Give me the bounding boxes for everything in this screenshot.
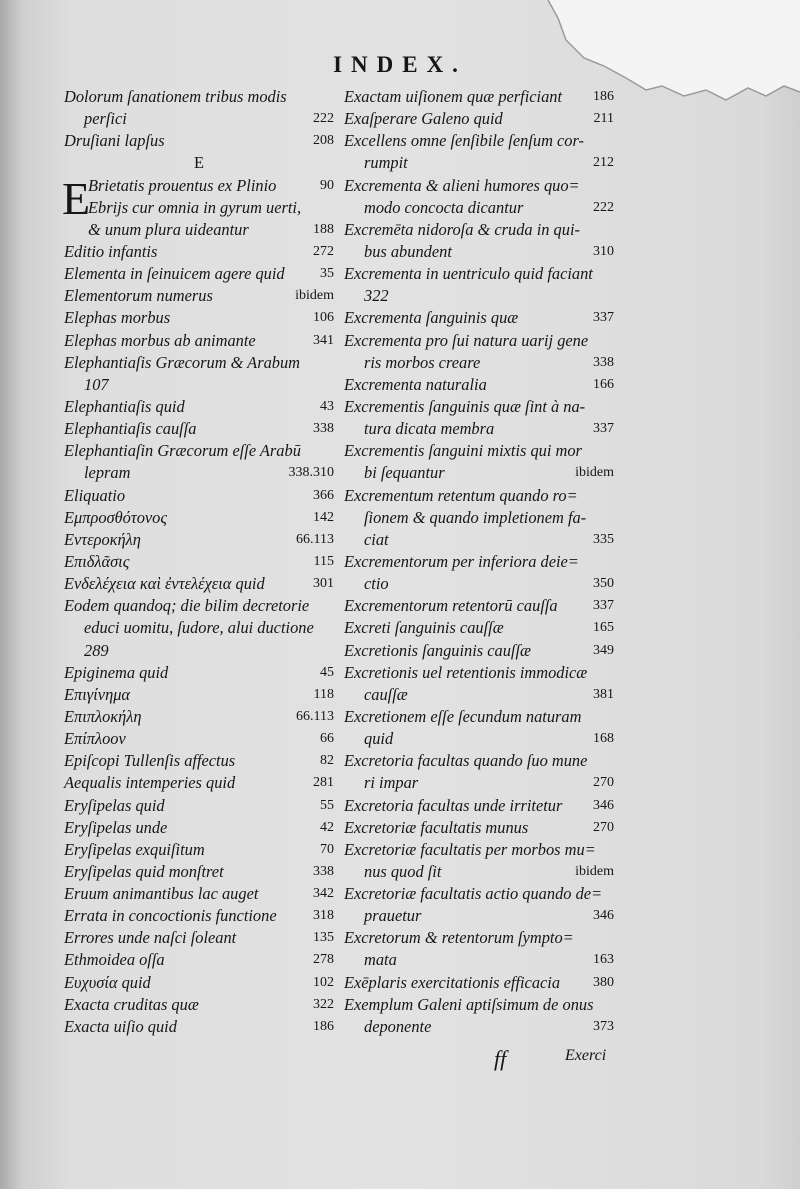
entry-line bbox=[64, 684, 334, 706]
entry-line bbox=[344, 750, 614, 772]
entry-line bbox=[64, 795, 334, 817]
entry-line bbox=[344, 86, 614, 108]
index-entry bbox=[64, 130, 334, 152]
entry-text: Aequalis intemperies quid bbox=[64, 773, 236, 793]
index-column-left bbox=[64, 86, 334, 1038]
page-number: 166 bbox=[593, 376, 614, 392]
page-number: 43 bbox=[320, 398, 334, 414]
entry-line bbox=[344, 307, 614, 329]
entry-text: Excrementis ſanguini mixtis qui mor bbox=[344, 441, 582, 461]
catchword: Exerci bbox=[565, 1047, 607, 1064]
page-number: 301 bbox=[313, 576, 334, 592]
entry-text: Errata in concoctionis functione bbox=[64, 906, 277, 926]
page-number: 338 bbox=[313, 863, 334, 879]
index-entry bbox=[64, 551, 334, 573]
page-number: 211 bbox=[593, 111, 614, 127]
entry-text: Elementa in ſeinuicem agere quid bbox=[64, 264, 285, 284]
entry-line bbox=[64, 307, 334, 329]
entry-line bbox=[64, 662, 334, 684]
page-number: 278 bbox=[313, 952, 334, 968]
entry-text: 289 bbox=[84, 640, 109, 660]
page-number: 366 bbox=[313, 487, 334, 503]
entry-line bbox=[344, 772, 614, 794]
page-number: 350 bbox=[593, 576, 614, 592]
entry-line bbox=[344, 728, 614, 750]
entry-line bbox=[64, 86, 334, 108]
page-number: 135 bbox=[313, 930, 334, 946]
entry-line bbox=[344, 551, 614, 573]
entry-line bbox=[64, 285, 334, 307]
entry-line bbox=[344, 529, 614, 551]
page-number: 118 bbox=[313, 686, 334, 702]
page-number: 281 bbox=[313, 775, 334, 791]
page-number: 55 bbox=[320, 797, 334, 813]
entry-text: 107 bbox=[84, 374, 109, 394]
entry-line bbox=[64, 1016, 334, 1038]
page-number: 337 bbox=[593, 421, 614, 437]
page-number: 66 bbox=[320, 731, 334, 747]
entry-text: Eryſipelas unde bbox=[64, 817, 168, 837]
page-number: 318 bbox=[313, 908, 334, 924]
entry-text: Excrementa in uentriculo quid faciant bbox=[344, 264, 593, 284]
entry-line bbox=[64, 573, 334, 595]
page-number: 165 bbox=[593, 620, 614, 636]
page-number: ibidem bbox=[575, 465, 614, 481]
entry-text: Excrementa ſanguinis quæ bbox=[344, 308, 519, 328]
entry-text: Επιδλᾶσις bbox=[64, 551, 130, 571]
entry-text: Elephantiaſis Græcorum & Arabum bbox=[64, 352, 300, 372]
index-entry bbox=[344, 927, 614, 971]
index-entry bbox=[64, 1016, 334, 1038]
index-entry bbox=[64, 595, 334, 661]
entry-text: Elephas morbus ab animante bbox=[64, 330, 256, 350]
entry-line bbox=[64, 529, 334, 551]
entry-line bbox=[344, 130, 614, 152]
entry-line bbox=[64, 108, 334, 130]
entry-text: Elephantiaſin Græcorum eſſe Arabū bbox=[64, 441, 301, 461]
entry-text: Excremēta nidoroſa & cruda in qui- bbox=[344, 219, 580, 239]
entry-text: Excretoriæ facultatis per morbos mu= bbox=[344, 839, 596, 859]
page-number: 341 bbox=[313, 332, 334, 348]
index-entry bbox=[64, 573, 334, 595]
index-entry bbox=[64, 307, 334, 329]
page-number: 335 bbox=[593, 531, 614, 547]
page-number: 349 bbox=[593, 642, 614, 658]
page-number: 115 bbox=[313, 553, 334, 569]
index-entry bbox=[62, 172, 334, 241]
entry-text: ctio bbox=[364, 574, 389, 594]
entry-line bbox=[344, 507, 614, 529]
index-entry bbox=[64, 817, 334, 839]
index-entry bbox=[64, 795, 334, 817]
page-number: 222 bbox=[593, 199, 614, 215]
index-entry bbox=[64, 418, 334, 440]
entry-line bbox=[344, 374, 614, 396]
page-number: 373 bbox=[593, 1018, 614, 1034]
entry-line bbox=[64, 374, 334, 396]
entry-text: Eruum animantibus lac auget bbox=[64, 884, 259, 904]
entry-line bbox=[344, 485, 614, 507]
entry-line bbox=[344, 839, 614, 861]
page-number: 381 bbox=[593, 686, 614, 702]
index-entry bbox=[344, 175, 614, 219]
entry-line bbox=[344, 994, 614, 1016]
entry-line bbox=[64, 861, 334, 883]
entry-text: perſici bbox=[84, 109, 127, 129]
entry-text: Exemplum Galeni aptiſsimum de onus bbox=[344, 994, 594, 1014]
entry-text: Ενδελέχεια καὶ ἐντελέχεια quid bbox=[64, 574, 265, 594]
index-entry bbox=[344, 551, 614, 595]
page-number: 272 bbox=[313, 243, 334, 259]
index-entry bbox=[344, 839, 614, 883]
index-entry bbox=[64, 839, 334, 861]
entry-text: rumpit bbox=[364, 153, 408, 173]
index-entry bbox=[64, 529, 334, 551]
index-entry bbox=[64, 706, 334, 728]
entry-text: prauetur bbox=[364, 906, 422, 926]
entry-line bbox=[344, 617, 614, 639]
entry-text: cauſſæ bbox=[364, 684, 408, 704]
entry-line bbox=[344, 440, 614, 462]
page-number: 346 bbox=[593, 797, 614, 813]
entry-line bbox=[344, 573, 614, 595]
entry-line bbox=[64, 152, 334, 174]
entry-line bbox=[344, 861, 614, 883]
entry-line bbox=[64, 197, 334, 219]
page-number: 338.310 bbox=[288, 465, 334, 481]
entry-text: lepram bbox=[84, 463, 131, 483]
index-entry bbox=[64, 772, 334, 794]
index-entry bbox=[344, 994, 614, 1038]
entry-text: ri impar bbox=[364, 773, 419, 793]
page-number: 35 bbox=[320, 266, 334, 282]
entry-text: Excellens omne ſenſibile ſenſum cor- bbox=[344, 131, 584, 151]
index-entry bbox=[344, 595, 614, 617]
entry-line bbox=[344, 330, 614, 352]
entry-line bbox=[64, 927, 334, 949]
entry-text: Eodem quandoq; die bilim decretorie bbox=[64, 596, 310, 616]
entry-text: Excrementa naturalia bbox=[344, 374, 487, 394]
entry-line bbox=[344, 795, 614, 817]
entry-text: Excrementa & alieni humores quo= bbox=[344, 175, 580, 195]
entry-line bbox=[64, 551, 334, 573]
entry-line bbox=[344, 197, 614, 219]
page-number: 208 bbox=[313, 133, 334, 149]
index-entry bbox=[64, 662, 334, 684]
page-number: 66.113 bbox=[296, 708, 334, 724]
entry-text: Excretoriæ facultatis actio quando de= bbox=[344, 884, 603, 904]
entry-text: Eryſipelas quid monſtret bbox=[64, 861, 224, 881]
page-number: 338 bbox=[313, 421, 334, 437]
entry-line bbox=[64, 640, 334, 662]
page-number: 337 bbox=[593, 310, 614, 326]
entry-line bbox=[64, 507, 334, 529]
entry-line bbox=[64, 617, 334, 639]
index-entry bbox=[64, 396, 334, 418]
entry-line bbox=[344, 152, 614, 174]
entry-text: Excrementis ſanguinis quæ ſint à na- bbox=[344, 396, 586, 416]
entry-line bbox=[64, 706, 334, 728]
entry-text: Epiſcopi Tullenſis affectus bbox=[64, 751, 236, 771]
index-entry bbox=[344, 263, 614, 307]
entry-text: Excrementa pro ſui natura uarij gene bbox=[344, 330, 589, 350]
index-entry bbox=[64, 241, 334, 263]
entry-text: Ευχυσία quid bbox=[64, 972, 151, 992]
entry-line bbox=[64, 972, 334, 994]
index-entry bbox=[344, 706, 614, 750]
index-entry bbox=[64, 861, 334, 883]
entry-line bbox=[344, 595, 614, 617]
entry-text: Excretoria facultas unde irritetur bbox=[344, 795, 563, 815]
entry-text: Excretionem eſſe ſecundum naturam bbox=[344, 706, 582, 726]
entry-text: Elephantiaſis cauſſa bbox=[64, 419, 197, 439]
index-entry bbox=[344, 330, 614, 374]
entry-line bbox=[344, 285, 614, 307]
page-number: 346 bbox=[593, 908, 614, 924]
entry-text: Εμπροσθότονος bbox=[64, 507, 168, 527]
page-number: ibidem bbox=[295, 288, 334, 304]
entry-text: Excretoriæ facultatis munus bbox=[344, 817, 529, 837]
entry-text: Excrementorum retentorū cauſſa bbox=[344, 596, 558, 616]
entry-line bbox=[344, 396, 614, 418]
entry-text: Excretionis uel retentionis immodicæ bbox=[344, 662, 588, 682]
entry-text: educi uomitu, ſudore, alui ductione bbox=[84, 618, 314, 638]
entry-line bbox=[344, 1016, 614, 1038]
page-number: 310 bbox=[593, 243, 614, 259]
page-number: 188 bbox=[313, 221, 334, 237]
entry-line bbox=[64, 175, 334, 197]
page-number: 102 bbox=[313, 974, 334, 990]
index-entry bbox=[344, 108, 614, 130]
index-entry bbox=[64, 949, 334, 971]
entry-line bbox=[64, 418, 334, 440]
entry-line bbox=[344, 905, 614, 927]
index-entry bbox=[344, 440, 614, 484]
entry-line bbox=[344, 219, 614, 241]
section-letter bbox=[64, 152, 334, 174]
page-number: 42 bbox=[320, 819, 334, 835]
entry-line bbox=[344, 949, 614, 971]
entry-text: Ethmoidea oſſa bbox=[64, 950, 165, 970]
entry-line bbox=[64, 330, 334, 352]
entry-line bbox=[344, 972, 614, 994]
entry-line bbox=[64, 263, 334, 285]
index-entry bbox=[344, 640, 614, 662]
entry-text: Επιπλοκήλη bbox=[64, 706, 142, 726]
entry-line bbox=[64, 750, 334, 772]
signature-mark: ff bbox=[494, 1046, 507, 1071]
page-number: 186 bbox=[593, 89, 614, 104]
entry-line bbox=[64, 905, 334, 927]
index-entry bbox=[64, 86, 334, 130]
entry-line bbox=[64, 772, 334, 794]
entry-text: Elephas morbus bbox=[64, 308, 171, 328]
page-number: 270 bbox=[593, 775, 614, 791]
index-entry bbox=[64, 728, 334, 750]
index-entry bbox=[64, 507, 334, 529]
page-number: 70 bbox=[320, 841, 334, 857]
entry-text: deponente bbox=[364, 1016, 432, 1036]
entry-text: Επιγίνημα bbox=[64, 684, 131, 704]
index-entry bbox=[344, 130, 614, 174]
page-number: 106 bbox=[313, 310, 334, 326]
entry-line bbox=[344, 817, 614, 839]
index-entry bbox=[64, 883, 334, 905]
entry-line bbox=[344, 640, 614, 662]
index-entry bbox=[64, 485, 334, 507]
index-entry bbox=[344, 374, 614, 396]
entry-text: ris morbos creare bbox=[364, 352, 481, 372]
page-number: 338 bbox=[593, 354, 614, 370]
page-number: ibidem bbox=[575, 863, 614, 879]
page-number: 270 bbox=[593, 819, 614, 835]
index-column-right bbox=[344, 86, 614, 1038]
index-entry bbox=[344, 662, 614, 706]
entry-line bbox=[64, 994, 334, 1016]
page-number: 163 bbox=[593, 952, 614, 968]
page-number: 380 bbox=[593, 974, 614, 990]
entry-line bbox=[64, 949, 334, 971]
entry-text: Excrementorum per inferiora deie= bbox=[344, 551, 579, 571]
entry-line bbox=[64, 440, 334, 462]
entry-text: Εντεροκήλη bbox=[64, 529, 141, 549]
index-entry bbox=[64, 352, 334, 396]
entry-text: E bbox=[193, 153, 204, 173]
page-number: 82 bbox=[320, 753, 334, 769]
page-number: 342 bbox=[313, 886, 334, 902]
page-number: 66.113 bbox=[296, 531, 334, 547]
entry-text: ſionem & quando impletionem fa- bbox=[364, 507, 587, 527]
entry-line bbox=[344, 418, 614, 440]
page-number: 142 bbox=[313, 509, 334, 525]
drop-cap-initial: E bbox=[62, 172, 91, 224]
entry-text: nus quod ſit bbox=[364, 861, 442, 881]
page-number: 186 bbox=[313, 1018, 334, 1034]
entry-line bbox=[344, 241, 614, 263]
entry-text: Elementorum numerus bbox=[64, 286, 213, 306]
index-entry bbox=[64, 330, 334, 352]
index-entry bbox=[344, 817, 614, 839]
entry-text: Dolorum ſanationem tribus modis bbox=[64, 87, 287, 106]
entry-line bbox=[344, 883, 614, 905]
entry-text: Ebrijs cur omnia in gyrum uerti, bbox=[88, 197, 302, 217]
page-number: 45 bbox=[320, 664, 334, 680]
entry-text: Brietatis prouentus ex Plinio bbox=[88, 175, 277, 195]
page-header: INDEX. bbox=[333, 52, 467, 77]
entry-line bbox=[64, 728, 334, 750]
entry-line bbox=[64, 241, 334, 263]
entry-text: Excrementum retentum quando ro= bbox=[344, 485, 578, 505]
entry-text: quid bbox=[364, 729, 394, 749]
entry-text: Exactam uiſionem quæ perficiant bbox=[344, 87, 563, 106]
page-number: 322 bbox=[313, 996, 334, 1012]
entry-text: Errores unde naſci ſoleant bbox=[64, 928, 237, 948]
index-entry bbox=[344, 795, 614, 817]
entry-text: Elephantiaſis quid bbox=[64, 396, 185, 416]
entry-line bbox=[344, 662, 614, 684]
entry-line bbox=[64, 130, 334, 152]
index-entry bbox=[344, 86, 614, 108]
entry-text: bus abundent bbox=[364, 241, 452, 261]
entry-line bbox=[64, 595, 334, 617]
page-number: 168 bbox=[593, 731, 614, 747]
entry-text: Editio infantis bbox=[64, 241, 158, 261]
entry-text: tura dicata membra bbox=[364, 419, 495, 439]
entry-line bbox=[344, 462, 614, 484]
entry-text: 322 bbox=[364, 286, 389, 306]
entry-line bbox=[64, 219, 334, 241]
index-entry bbox=[64, 994, 334, 1016]
page-number: 90 bbox=[320, 177, 334, 193]
entry-text: Exacta cruditas quæ bbox=[64, 994, 199, 1014]
entry-line bbox=[64, 817, 334, 839]
entry-line bbox=[64, 396, 334, 418]
index-entry bbox=[64, 927, 334, 949]
entry-text: Excreti ſanguinis cauſſæ bbox=[344, 618, 504, 638]
page-number: 222 bbox=[313, 111, 334, 127]
entry-line bbox=[344, 706, 614, 728]
entry-text: Eryſipelas exquiſitum bbox=[64, 839, 205, 859]
index-entry bbox=[64, 440, 334, 484]
entry-text: Επίπλοον bbox=[64, 729, 126, 749]
entry-text: Exēplaris exercitationis efficacia bbox=[344, 972, 561, 992]
index-entry bbox=[64, 972, 334, 994]
entry-line bbox=[64, 883, 334, 905]
entry-line bbox=[344, 684, 614, 706]
page-number: 212 bbox=[593, 155, 614, 171]
index-entry bbox=[344, 396, 614, 440]
entry-text: bi ſequantur bbox=[364, 463, 445, 483]
entry-text: Excretorum & retentorum ſympto= bbox=[344, 928, 574, 948]
index-entry bbox=[344, 750, 614, 794]
index-entry bbox=[64, 750, 334, 772]
entry-text: Excretoria facultas quando ſuo mune bbox=[344, 751, 588, 771]
page-number: 337 bbox=[593, 598, 614, 614]
index-entry bbox=[344, 883, 614, 927]
entry-text: mata bbox=[364, 950, 397, 970]
entry-line bbox=[64, 462, 334, 484]
index-entry bbox=[64, 684, 334, 706]
entry-text: Druſiani lapſus bbox=[64, 131, 165, 151]
index-entry bbox=[344, 617, 614, 639]
entry-text: Eliquatio bbox=[64, 485, 126, 505]
index-entry bbox=[344, 219, 614, 263]
entry-text: Exacta uiſio quid bbox=[64, 1016, 177, 1036]
entry-text: Epiginema quid bbox=[64, 662, 169, 682]
entry-text: Excretionis ſanguinis cauſſæ bbox=[344, 640, 531, 660]
entry-line bbox=[344, 927, 614, 949]
index-entry bbox=[64, 905, 334, 927]
entry-text: & unum plura uideantur bbox=[88, 219, 249, 239]
entry-text: Eryſipelas quid bbox=[64, 795, 165, 815]
entry-text: ciat bbox=[364, 529, 389, 549]
index-entry bbox=[64, 263, 334, 285]
entry-line bbox=[344, 175, 614, 197]
index-entry bbox=[344, 307, 614, 329]
entry-text: modo concocta dicantur bbox=[364, 197, 524, 217]
entry-line bbox=[64, 352, 334, 374]
index-entry bbox=[64, 285, 334, 307]
index-entry bbox=[344, 972, 614, 994]
entry-line bbox=[344, 352, 614, 374]
entry-line bbox=[344, 108, 614, 130]
entry-line bbox=[64, 485, 334, 507]
index-entry bbox=[344, 485, 614, 551]
entry-line bbox=[344, 263, 614, 285]
entry-text: Exaſperare Galeno quid bbox=[344, 109, 503, 129]
entry-line bbox=[64, 839, 334, 861]
